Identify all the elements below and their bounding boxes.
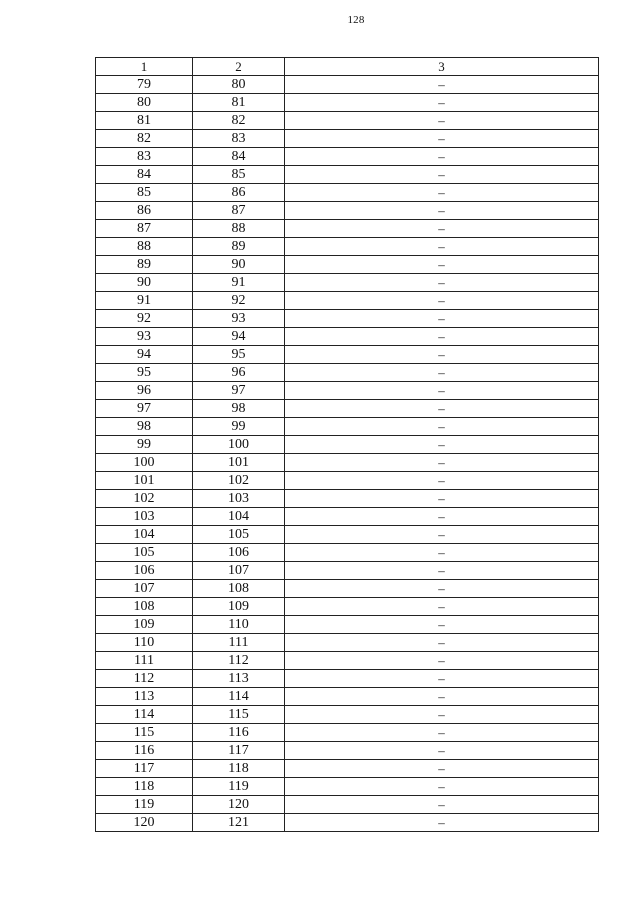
cell-col-2: 84 [193,148,285,166]
cell-col-1: 91 [96,292,193,310]
cell-col-3: – [285,688,599,706]
cell-col-3: – [285,202,599,220]
cell-col-1: 81 [96,112,193,130]
column-header-1: 1 [96,58,193,76]
cell-col-1: 79 [96,76,193,94]
cell-col-1: 87 [96,220,193,238]
table-row [96,184,599,202]
cell-col-1: 113 [96,688,193,706]
cell-col-2: 92 [193,292,285,310]
cell-col-1: 112 [96,670,193,688]
cell-col-2: 118 [193,760,285,778]
table-row [96,814,599,832]
cell-col-1: 93 [96,328,193,346]
cell-col-1: 114 [96,706,193,724]
cell-col-1: 100 [96,454,193,472]
cell-col-1: 116 [96,742,193,760]
cell-col-3: – [285,382,599,400]
table-row [96,796,599,814]
cell-col-2: 117 [193,742,285,760]
table-row [96,652,599,670]
cell-col-1: 92 [96,310,193,328]
cell-col-2: 93 [193,310,285,328]
table-row [96,454,599,472]
cell-col-3: – [285,616,599,634]
cell-col-1: 88 [96,238,193,256]
cell-col-2: 110 [193,616,285,634]
cell-col-2: 82 [193,112,285,130]
cell-col-3: – [285,472,599,490]
cell-col-2: 90 [193,256,285,274]
cell-col-2: 100 [193,436,285,454]
column-header-3: 3 [285,58,599,76]
cell-col-3: – [285,526,599,544]
cell-col-2: 119 [193,778,285,796]
cell-col-1: 111 [96,652,193,670]
cell-col-2: 98 [193,400,285,418]
table-row [96,490,599,508]
table-row [96,778,599,796]
table-row [96,544,599,562]
cell-col-3: – [285,454,599,472]
cell-col-2: 80 [193,76,285,94]
table-row [96,580,599,598]
cell-col-1: 101 [96,472,193,490]
cell-col-1: 82 [96,130,193,148]
cell-col-1: 119 [96,796,193,814]
cell-col-1: 118 [96,778,193,796]
table-row [96,598,599,616]
cell-col-3: – [285,778,599,796]
table-row [96,508,599,526]
table-row [96,364,599,382]
cell-col-2: 94 [193,328,285,346]
cell-col-3: – [285,814,599,832]
cell-col-3: – [285,580,599,598]
cell-col-2: 111 [193,634,285,652]
cell-col-2: 121 [193,814,285,832]
table-row [96,148,599,166]
cell-col-3: – [285,724,599,742]
table-header [96,58,599,76]
table-row [96,742,599,760]
cell-col-1: 94 [96,346,193,364]
cell-col-3: – [285,508,599,526]
cell-col-2: 108 [193,580,285,598]
cell-col-3: – [285,184,599,202]
cell-col-1: 89 [96,256,193,274]
cell-col-3: – [285,400,599,418]
cell-col-3: – [285,130,599,148]
table-row [96,274,599,292]
cell-col-1: 107 [96,580,193,598]
cell-col-2: 95 [193,346,285,364]
cell-col-1: 120 [96,814,193,832]
cell-col-2: 86 [193,184,285,202]
cell-col-3: – [285,256,599,274]
table-row [96,220,599,238]
cell-col-2: 113 [193,670,285,688]
table-row [96,562,599,580]
cell-col-3: – [285,490,599,508]
cell-col-2: 105 [193,526,285,544]
table-row [96,436,599,454]
table-row [96,400,599,418]
cell-col-2: 97 [193,382,285,400]
cell-col-3: – [285,742,599,760]
cell-col-1: 84 [96,166,193,184]
table-row [96,634,599,652]
cell-col-1: 108 [96,598,193,616]
cell-col-2: 104 [193,508,285,526]
table-row [96,238,599,256]
cell-col-3: – [285,670,599,688]
table-row [96,706,599,724]
cell-col-1: 90 [96,274,193,292]
cell-col-2: 103 [193,490,285,508]
cell-col-2: 81 [193,94,285,112]
table-row [96,310,599,328]
cell-col-3: – [285,652,599,670]
cell-col-2: 87 [193,202,285,220]
table-row [96,670,599,688]
cell-col-2: 115 [193,706,285,724]
cell-col-3: – [285,112,599,130]
table-row [96,472,599,490]
cell-col-3: – [285,760,599,778]
cell-col-1: 97 [96,400,193,418]
cell-col-3: – [285,598,599,616]
table-row [96,76,599,94]
cell-col-3: – [285,562,599,580]
cell-col-1: 102 [96,490,193,508]
cell-col-2: 83 [193,130,285,148]
cell-col-1: 95 [96,364,193,382]
cell-col-2: 107 [193,562,285,580]
cell-col-1: 99 [96,436,193,454]
cell-col-1: 110 [96,634,193,652]
cell-col-2: 109 [193,598,285,616]
cell-col-3: – [285,346,599,364]
cell-col-1: 105 [96,544,193,562]
cell-col-3: – [285,274,599,292]
cell-col-1: 117 [96,760,193,778]
cell-col-2: 112 [193,652,285,670]
table-row [96,616,599,634]
table-row [96,166,599,184]
cell-col-2: 106 [193,544,285,562]
cell-col-2: 91 [193,274,285,292]
cell-col-1: 115 [96,724,193,742]
table-row [96,346,599,364]
cell-col-2: 114 [193,688,285,706]
cell-col-2: 99 [193,418,285,436]
cell-col-1: 104 [96,526,193,544]
table-row [96,382,599,400]
cell-col-1: 80 [96,94,193,112]
cell-col-1: 85 [96,184,193,202]
cell-col-3: – [285,796,599,814]
cell-col-2: 102 [193,472,285,490]
table-row [96,112,599,130]
data-table [95,57,599,832]
cell-col-2: 120 [193,796,285,814]
cell-col-3: – [285,166,599,184]
cell-col-3: – [285,148,599,166]
cell-col-3: – [285,634,599,652]
table-row [96,94,599,112]
cell-col-3: – [285,292,599,310]
table-row [96,688,599,706]
cell-col-3: – [285,328,599,346]
table-row [96,292,599,310]
cell-col-3: – [285,76,599,94]
cell-col-2: 116 [193,724,285,742]
column-header-2: 2 [193,58,285,76]
cell-col-2: 101 [193,454,285,472]
cell-col-2: 88 [193,220,285,238]
cell-col-3: – [285,364,599,382]
cell-col-1: 109 [96,616,193,634]
cell-col-3: – [285,544,599,562]
cell-col-3: – [285,310,599,328]
cell-col-2: 96 [193,364,285,382]
cell-col-1: 83 [96,148,193,166]
cell-col-3: – [285,436,599,454]
table-row [96,418,599,436]
cell-col-2: 85 [193,166,285,184]
table-row [96,328,599,346]
page-number: 128 [347,14,365,26]
table-row [96,256,599,274]
table-row [96,760,599,778]
table-row [96,202,599,220]
cell-col-1: 103 [96,508,193,526]
cell-col-2: 89 [193,238,285,256]
cell-col-3: – [285,220,599,238]
cell-col-1: 106 [96,562,193,580]
cell-col-1: 96 [96,382,193,400]
table-row [96,526,599,544]
header-row [96,58,599,76]
table-body [96,76,599,832]
cell-col-1: 98 [96,418,193,436]
cell-col-1: 86 [96,202,193,220]
table-row [96,130,599,148]
cell-col-3: – [285,418,599,436]
table-row [96,724,599,742]
cell-col-3: – [285,94,599,112]
cell-col-3: – [285,706,599,724]
cell-col-3: – [285,238,599,256]
